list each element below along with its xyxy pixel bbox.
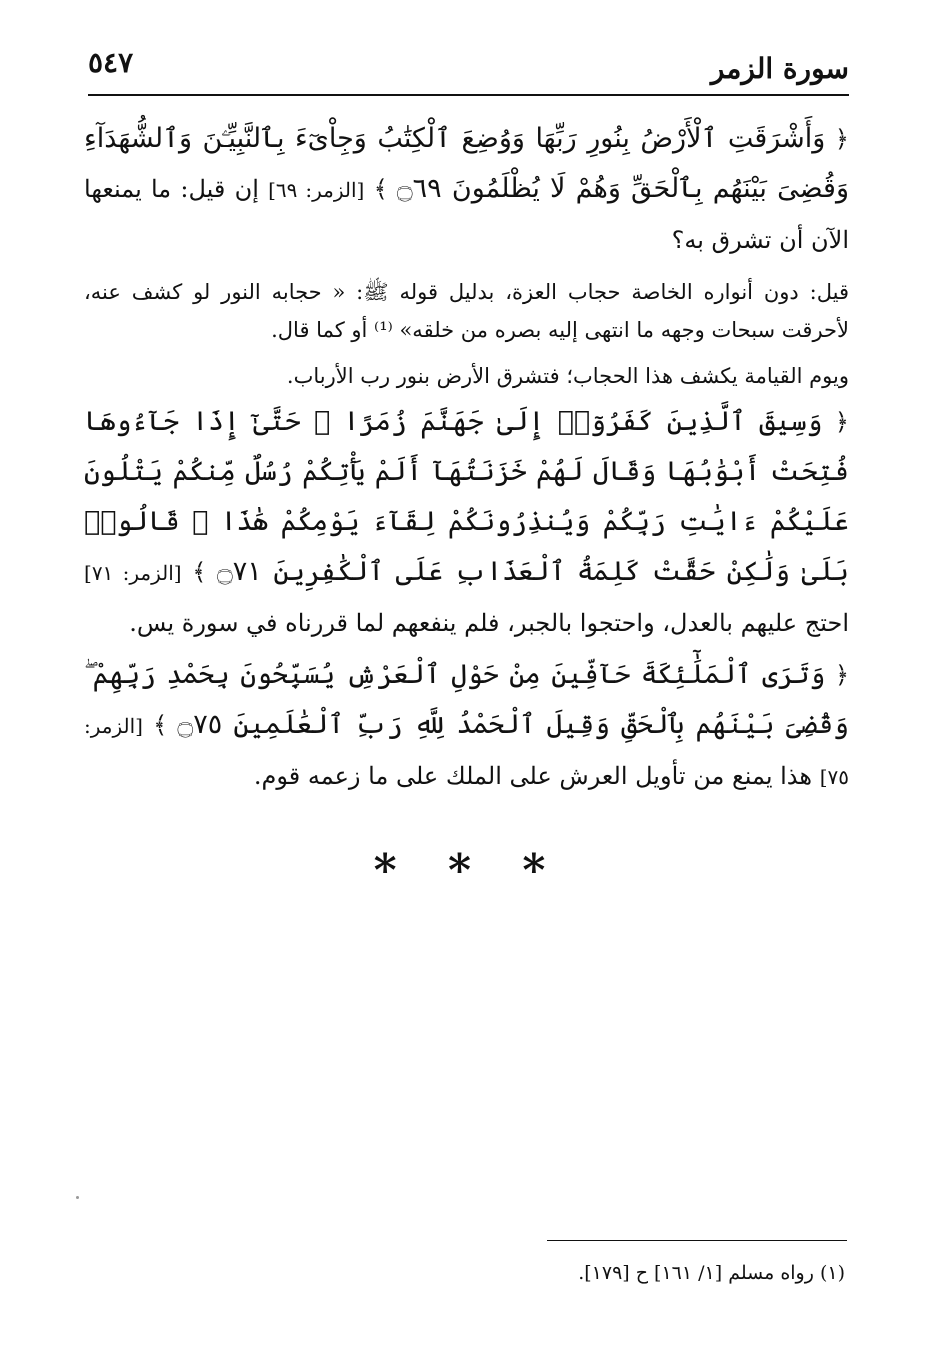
paragraph-verse-75: [84, 650, 849, 802]
footnote: (١) رواه مسلم [١/ ١٦١] ح [١٧٩].: [578, 1262, 845, 1284]
verse-open-bracket: ﴿: [834, 408, 849, 436]
paragraph-verse-71: [84, 397, 849, 648]
commentary-text: احتج عليهم بالعدل، واحتجوا بالجبر، فلم ينفعهم لما قررناه في سورة يس.: [129, 609, 849, 637]
page-number: ٥٤٧: [88, 46, 134, 79]
verse-close-bracket: ﴾: [192, 558, 207, 586]
footnote-divider: [547, 1240, 847, 1241]
verse-reference: [الزمر: ٦٩]: [268, 178, 365, 202]
commentary-text: إن قيل: ما يمنعها الآن أن تشرق به؟: [84, 175, 849, 254]
verse-reference: [الزمر: ٧٥]: [84, 714, 849, 789]
quran-verse-text: وَتَرَى ٱلْمَلَٰٓئِكَةَ حَآفِّينَ مِنْ حَوْلِ ٱلْعَرْشِ يُسَبِّحُونَ بِحَمْدِ رَبِّهِمْ ۖ وَقُضِىَ بَيْنَهُم بِٱلْحَقِّ وَقِيلَ ٱلْحَمْدُ لِلَّهِ رَبِّ ٱلْعَٰلَمِينَ ۝٧٥: [84, 659, 849, 740]
quran-verse-text: وَسِيقَ ٱلَّذِينَ كَفَرُوٓا۟ إِلَىٰ جَهَنَّمَ زُمَرًا ۖ حَتَّىٰٓ إِذَا جَآءُوهَا فُتِحَتْ أَبْوَٰبُهَا وَقَالَ لَهُمْ خَزَنَتُهَآ أَلَمْ يَأْتِكُمْ رُسُلٌ مِّنكُمْ يَتْلُونَ عَلَيْكُمْ ءَايَٰتِ رَبِّكُمْ وَيُنذِرُونَكُمْ لِقَآءَ يَوْمِكُمْ هَٰذَا ۚ قَالُوا۟ بَلَىٰ وَلَٰكِنْ حَقَّتْ كَلِمَةُ ٱلْعَذَابِ عَلَى ٱلْكَٰفِرِينَ ۝٧١: [84, 406, 849, 587]
verse-close-bracket: ﴾: [153, 711, 168, 739]
verse-open-bracket: ﴿: [834, 125, 849, 153]
verse-open-bracket: ﴿: [834, 661, 849, 689]
paragraph-commentary-day: ويوم القيامة يكشف هذا الحجاب؛ فتشرق الأرض بنور رب الأرباب.: [286, 364, 849, 388]
commentary-text: هذا يمنع من تأويل العرش على الملك على ما زعمه قوم.: [253, 762, 813, 790]
surah-title: سورة الزمر: [710, 52, 849, 85]
page-body: [84, 112, 849, 802]
scan-speck: [76, 1196, 79, 1199]
section-separator: * * *: [373, 845, 564, 896]
page-header: [88, 46, 849, 96]
quran-verse-text: وَأَشْرَقَتِ ٱلْأَرْضُ بِنُورِ رَبِّهَا وَوُضِعَ ٱلْكِتَٰبُ وَجِاْىٓءَ بِٱلنَّبِيِّـۧنَ وَٱلشُّهَدَآءِ وَقُضِىَ بَيْنَهُم بِٱلْحَقِّ وَهُمْ لَا يُظْلَمُونَ ۝٦٩: [84, 123, 849, 204]
paragraph-verse-69: [84, 114, 849, 265]
verse-reference: [الزمر: ٧١]: [84, 561, 182, 585]
verse-close-bracket: ﴾: [373, 175, 388, 203]
paragraph-commentary-hadith: قيل: دون أنواره الخاصة حجاب العزة، بدليل قوله ﷺ: « حجابه النور لو كشف عنه، لأحرقت سبحات وجهه ما انتهى إليه بصره من خلقه» ⁽¹⁾ أو كما قال.: [84, 280, 849, 342]
